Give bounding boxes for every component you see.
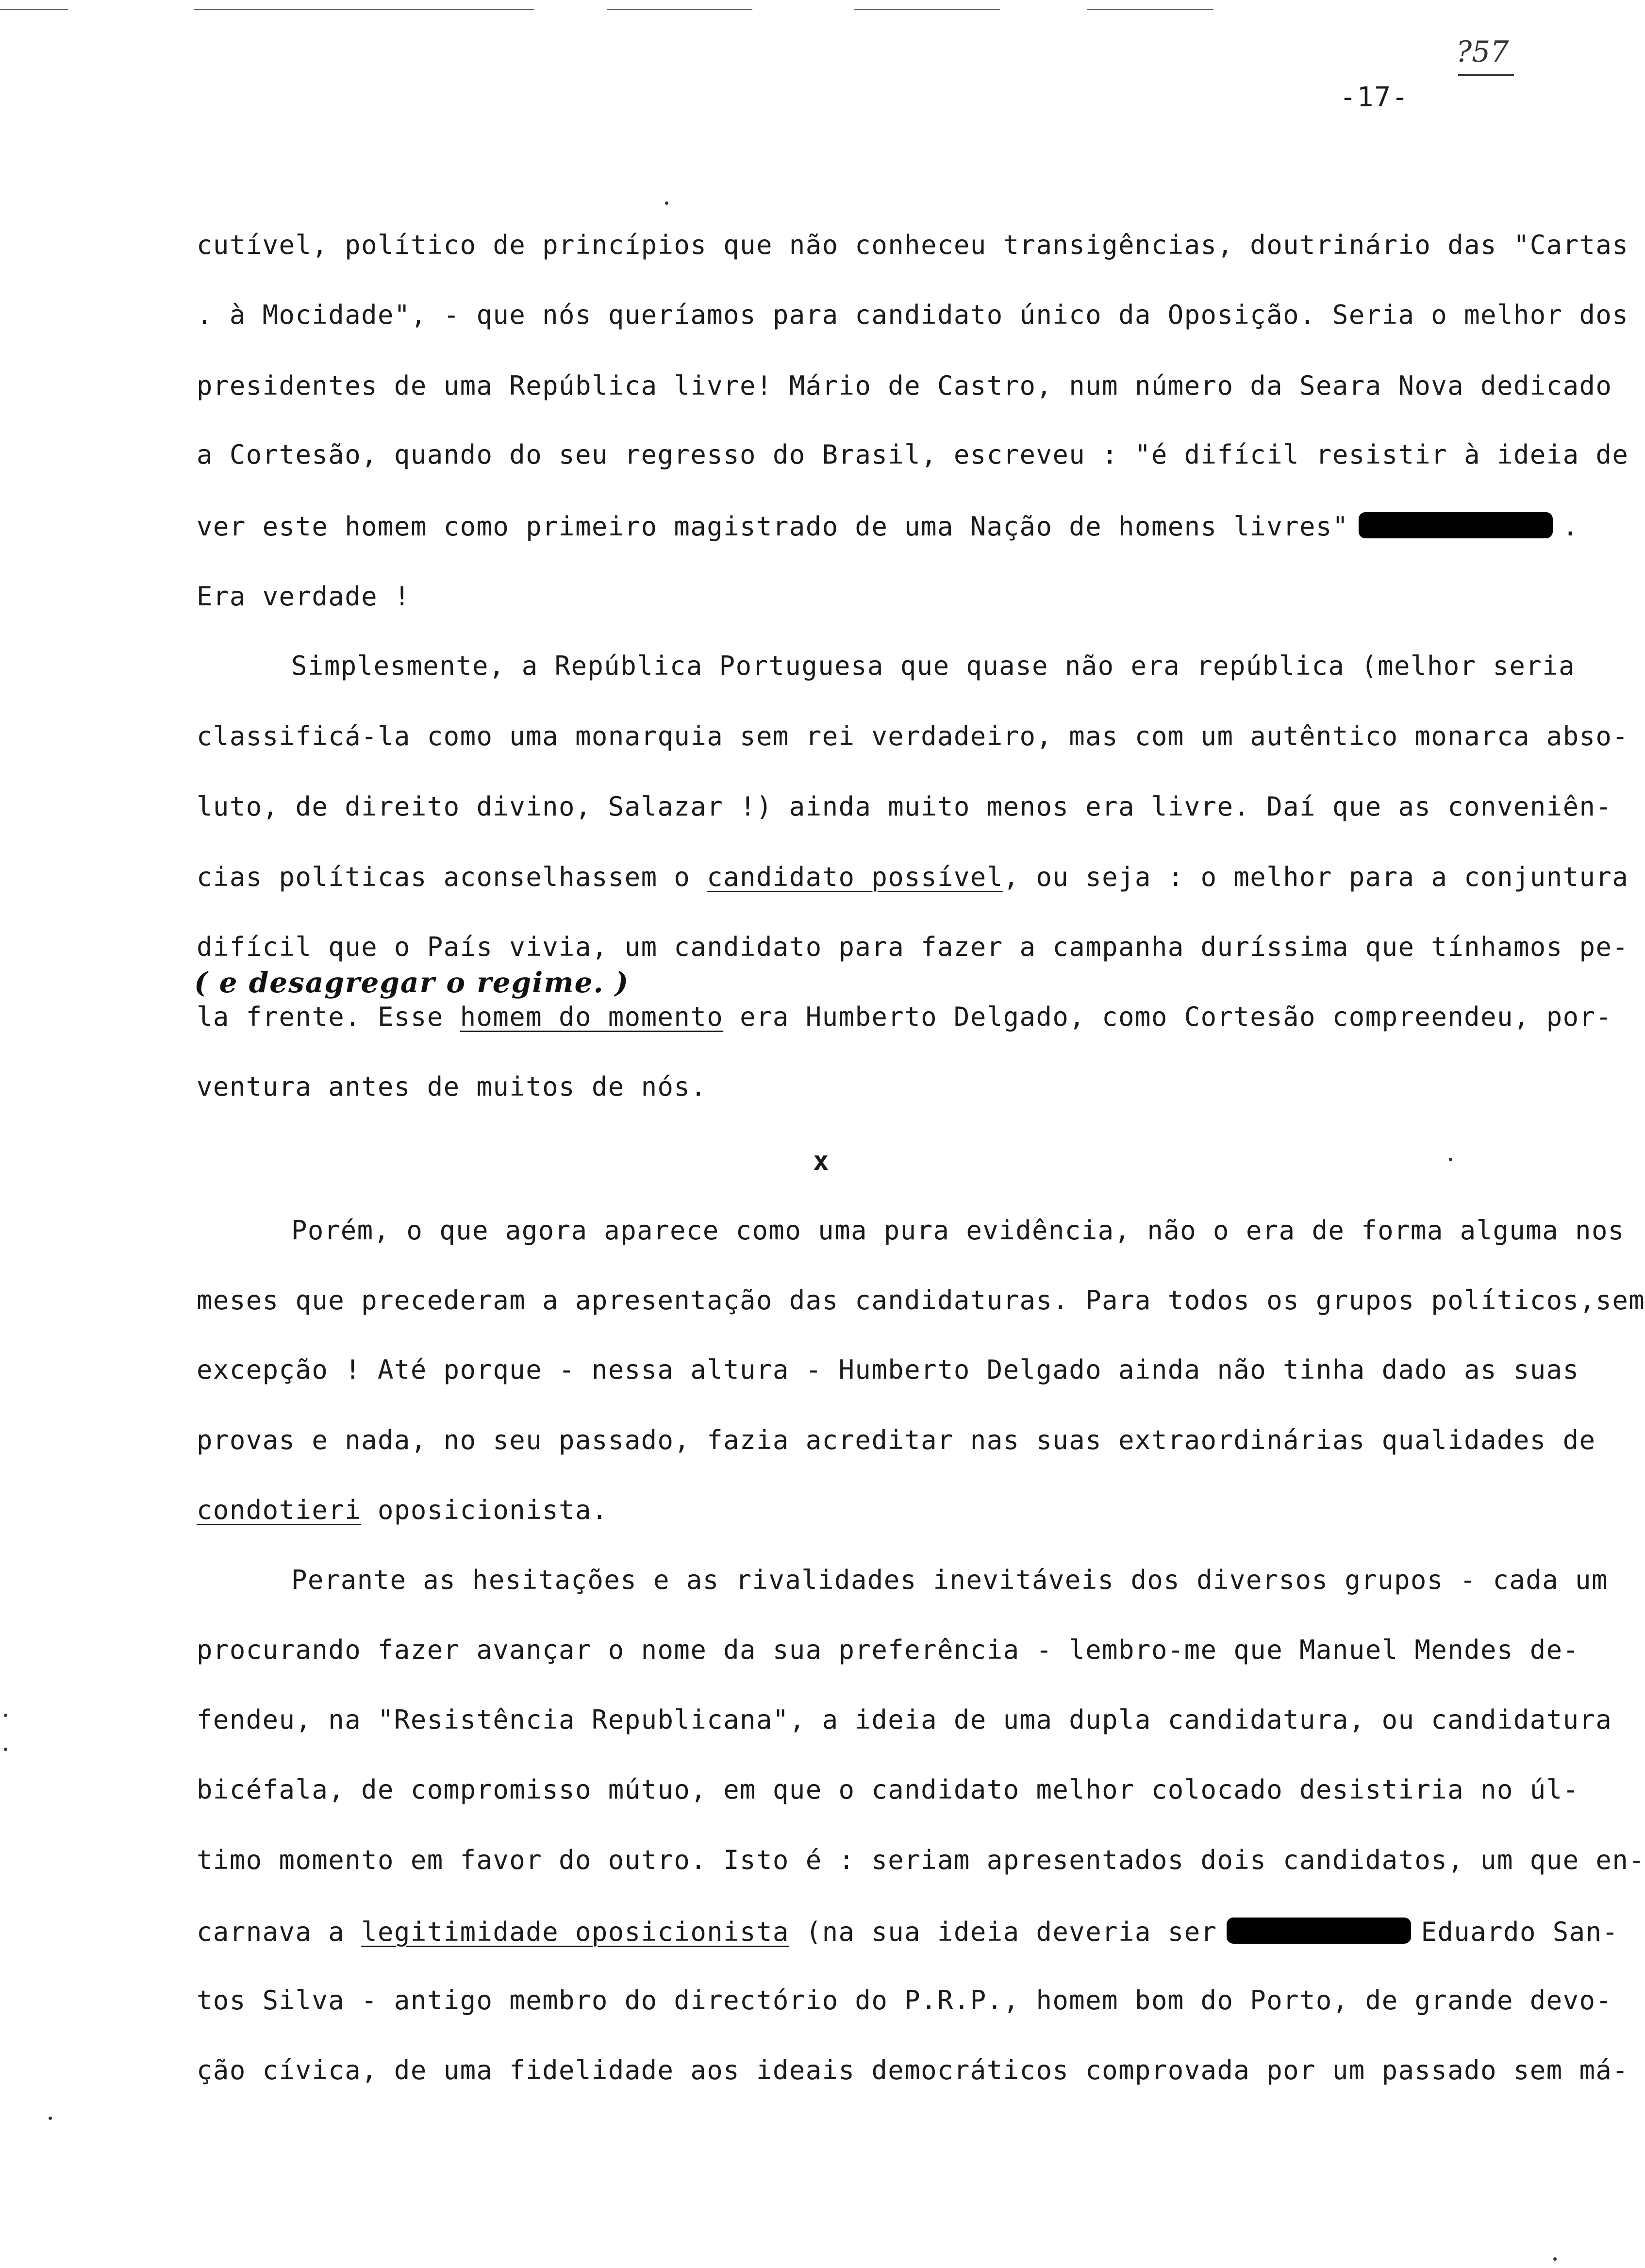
underlined-phrase: legitimidade oposicionista xyxy=(361,1917,789,1947)
underlined-phrase: homem do momento xyxy=(460,1001,724,1032)
handwritten-annotation: ( e desagregar o regime. ) xyxy=(194,966,630,999)
page-number: -17- xyxy=(1340,82,1409,113)
paragraph-start: Simplesmente, a República Portuguesa que quase não era república (melhor seria xyxy=(291,650,1576,681)
body-text: ver este homem como primeiro magistrado de uma Nação de homens livres" xyxy=(197,511,1349,542)
body-line: meses que precederam a apresentação das candidaturas. Para todos os grupos políticos,sem xyxy=(197,1285,1645,1316)
body-text: Eduardo San- xyxy=(1421,1917,1619,1947)
body-text: la frente. Esse xyxy=(197,1001,460,1032)
body-line: difícil que o País vivia, um candidato para fazer a campanha duríssima que tínhamos pe- xyxy=(197,932,1629,962)
scan-top-line xyxy=(607,9,752,10)
underlined-phrase: condotieri xyxy=(197,1495,362,1525)
body-text: . xyxy=(1562,511,1579,542)
body-text: era Humberto Delgado, como Cortesão compreendeu, por- xyxy=(723,1001,1612,1032)
body-line xyxy=(197,864,1628,890)
scan-speck xyxy=(49,2117,52,2120)
body-line xyxy=(197,1918,1618,1945)
section-separator: x xyxy=(813,1146,829,1176)
body-line: ção cívica, de uma fidelidade aos ideais democráticos comprovada por um passado sem má- xyxy=(197,2055,1629,2085)
paragraph-start: Perante as hesitações e as rivalidades inevitáveis dos diversos grupos - cada um xyxy=(291,1565,1608,1595)
body-text: (na sua ideia deveria ser xyxy=(789,1917,1217,1947)
body-line: luto, de direito divino, Salazar !) ainda muito menos era livre. Daí que as conveniên- xyxy=(197,791,1612,822)
body-line: tos Silva - antigo membro do directório do P.R.P., homem bom do Porto, de grande devo- xyxy=(197,1985,1612,2016)
body-line: fendeu, na "Resistência Republicana", a ideia de uma dupla candidatura, ou candidatura xyxy=(197,1704,1612,1735)
scan-top-line xyxy=(0,9,68,10)
scan-speck xyxy=(4,1748,7,1751)
archive-page-mark: ?57 xyxy=(1456,35,1509,69)
scan-speck xyxy=(1449,1158,1452,1161)
scan-speck xyxy=(4,1714,7,1717)
body-line xyxy=(197,1497,608,1523)
underlined-phrase: candidato possível xyxy=(707,862,1003,892)
body-line xyxy=(197,1001,1612,1032)
body-line: excepção ! Até porque - nessa altura - Humberto Delgado ainda não tinha dado as suas xyxy=(197,1354,1579,1385)
scan-top-line xyxy=(1087,9,1213,10)
scan-speck xyxy=(665,201,668,205)
body-text: oposicionista. xyxy=(361,1495,608,1525)
paragraph-start: Porém, o que agora aparece como uma pura evidência, não o era de forma alguma nos xyxy=(291,1215,1625,1246)
body-line: classificá-la como uma monarquia sem rei verdadeiro, mas com um autêntico monarca abso- xyxy=(197,721,1629,751)
scan-top-line xyxy=(194,9,534,10)
body-line: a Cortesão, quando do seu regresso do Brasil, escreveu : "é difícil resistir à ideia de xyxy=(197,439,1629,470)
body-text: cias políticas aconselhassem o xyxy=(197,862,707,892)
body-text: carnava a xyxy=(197,1917,362,1947)
body-line: . à Mocidade", - que nós queríamos para candidato único da Oposição. Seria o melhor dos xyxy=(197,300,1629,330)
scan-top-line xyxy=(854,9,1000,10)
body-line: cutível, político de princípios que não conheceu transigências, doutrinário das "Cartas xyxy=(197,230,1629,260)
body-line: provas e nada, no seu passado, fazia acreditar nas suas extraordinárias qualidades de xyxy=(197,1425,1596,1455)
body-line: presidentes de uma República livre! Mário de Castro, num número da Seara Nova dedicado xyxy=(197,370,1612,401)
body-text: , ou seja : o melhor para a conjuntura xyxy=(1003,862,1629,892)
body-line: procurando fazer avançar o nome da sua preferência - lembro-me que Manuel Mendes de- xyxy=(197,1634,1579,1665)
body-line xyxy=(197,512,1579,540)
body-line: Era verdade ! xyxy=(197,581,411,612)
body-line: ventura antes de muitos de nós. xyxy=(197,1071,707,1102)
scan-speck xyxy=(1553,2257,1557,2261)
body-line: bicéfala, de compromisso mútuo, em que o candidato melhor colocado desistiria no úl- xyxy=(197,1774,1579,1805)
redaction-mark xyxy=(1227,1918,1411,1944)
redaction-mark xyxy=(1359,512,1553,538)
body-line: timo momento em favor do outro. Isto é : seriam apresentados dois candidatos, um que en- xyxy=(197,1845,1645,1875)
